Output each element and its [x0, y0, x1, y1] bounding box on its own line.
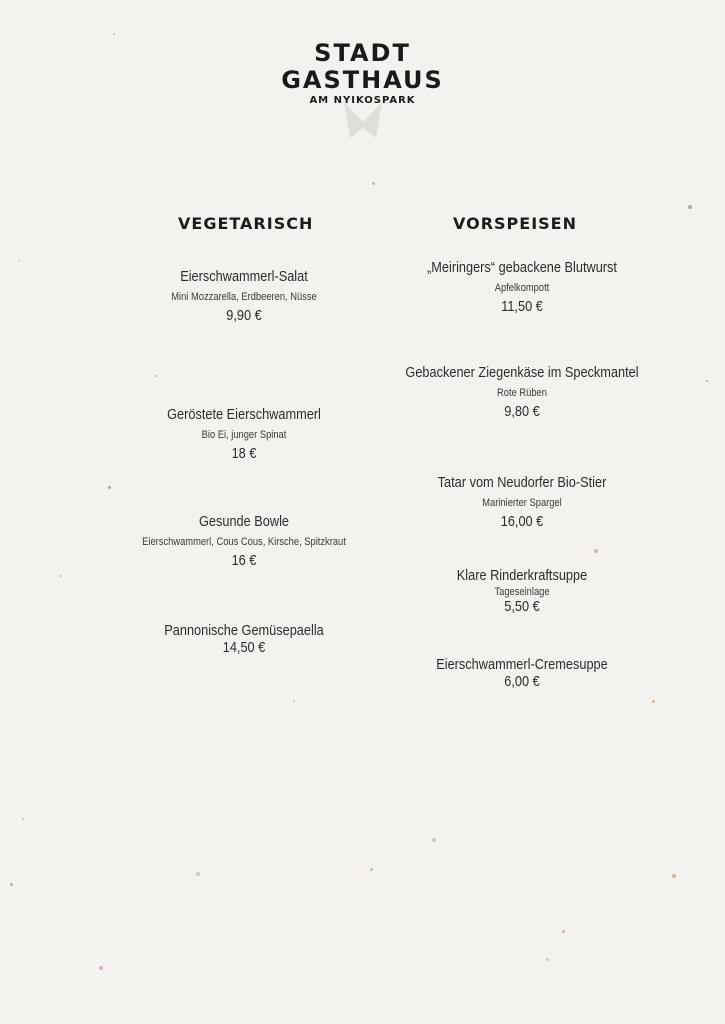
- item-name: Tatar vom Neudorfer Bio-Stier: [437, 474, 607, 491]
- menu-item: [352, 364, 692, 420]
- item-price: 11,50 €: [501, 298, 543, 315]
- logo-line-1: STADT: [314, 39, 411, 67]
- paper-speck: [370, 868, 373, 871]
- paper-speck: [706, 380, 708, 382]
- vegetarisch-heading: VEGETARISCH: [178, 214, 314, 233]
- item-price: 16 €: [231, 552, 257, 569]
- paper-speck: [652, 700, 655, 703]
- item-price: 14,50 €: [222, 639, 266, 656]
- item-name: Pannonische Gemüsepaella: [164, 622, 324, 639]
- paper-speck: [18, 260, 20, 262]
- paper-speck: [372, 182, 375, 185]
- logo-line-2: GASTHAUS: [281, 66, 444, 94]
- crest-icon: [340, 98, 386, 144]
- paper-speck: [22, 818, 24, 820]
- paper-speck: [155, 375, 157, 377]
- paper-speck: [113, 33, 115, 35]
- menu-item: [74, 513, 414, 569]
- paper-speck: [672, 874, 676, 878]
- restaurant-logo: [0, 40, 725, 106]
- item-name: Geröstete Eierschwammerl: [167, 406, 321, 423]
- item-name: Eierschwammerl-Salat: [180, 268, 308, 285]
- item-description: Marinierter Spargel: [482, 497, 562, 509]
- paper-speck: [108, 486, 111, 489]
- item-name: Gebackener Ziegenkäse im Speckmantel: [405, 364, 639, 381]
- menu-item: [372, 567, 672, 615]
- paper-speck: [432, 838, 436, 842]
- item-description: Eierschwammerl, Cous Cous, Kirsche, Spitzkraut: [142, 536, 346, 548]
- menu-item: [94, 268, 394, 324]
- paper-speck: [196, 872, 200, 876]
- item-description: Tageseinlage: [494, 586, 550, 598]
- item-description: Mini Mozzarella, Erdbeeren, Nüsse: [171, 291, 317, 303]
- paper-speck: [562, 930, 565, 933]
- paper-speck: [99, 966, 103, 970]
- item-price: 18 €: [231, 445, 257, 462]
- menu-item: [94, 622, 394, 656]
- item-name: Eierschwammerl-Cremesuppe: [436, 656, 608, 673]
- paper-speck: [594, 549, 598, 553]
- item-description: Bio Ei, junger Spinat: [201, 429, 287, 441]
- item-price: 9,80 €: [504, 403, 540, 420]
- menu-item: [372, 474, 672, 530]
- item-price: 5,50 €: [504, 598, 540, 615]
- logo-line-3: AM NYIKOSPARK: [309, 95, 416, 106]
- item-description: Apfelkompott: [494, 282, 550, 294]
- menu-item: [94, 406, 394, 462]
- menu-item: [372, 259, 672, 315]
- item-name: Klare Rinderkraftsuppe: [456, 567, 588, 584]
- item-price: 6,00 €: [504, 673, 540, 690]
- menu-item: [372, 656, 672, 690]
- paper-speck: [10, 883, 13, 886]
- item-description: Rote Rüben: [497, 387, 547, 399]
- paper-speck: [546, 958, 549, 961]
- item-name: Gesunde Bowle: [198, 513, 290, 530]
- item-price: 9,90 €: [226, 307, 262, 324]
- paper-speck: [688, 205, 692, 209]
- item-name: „Meiringers“ gebackene Blutwurst: [427, 259, 617, 276]
- vorspeisen-heading: VORSPEISEN: [453, 214, 577, 233]
- item-price: 16,00 €: [500, 513, 544, 530]
- paper-speck: [293, 700, 295, 702]
- paper-speck: [60, 575, 62, 577]
